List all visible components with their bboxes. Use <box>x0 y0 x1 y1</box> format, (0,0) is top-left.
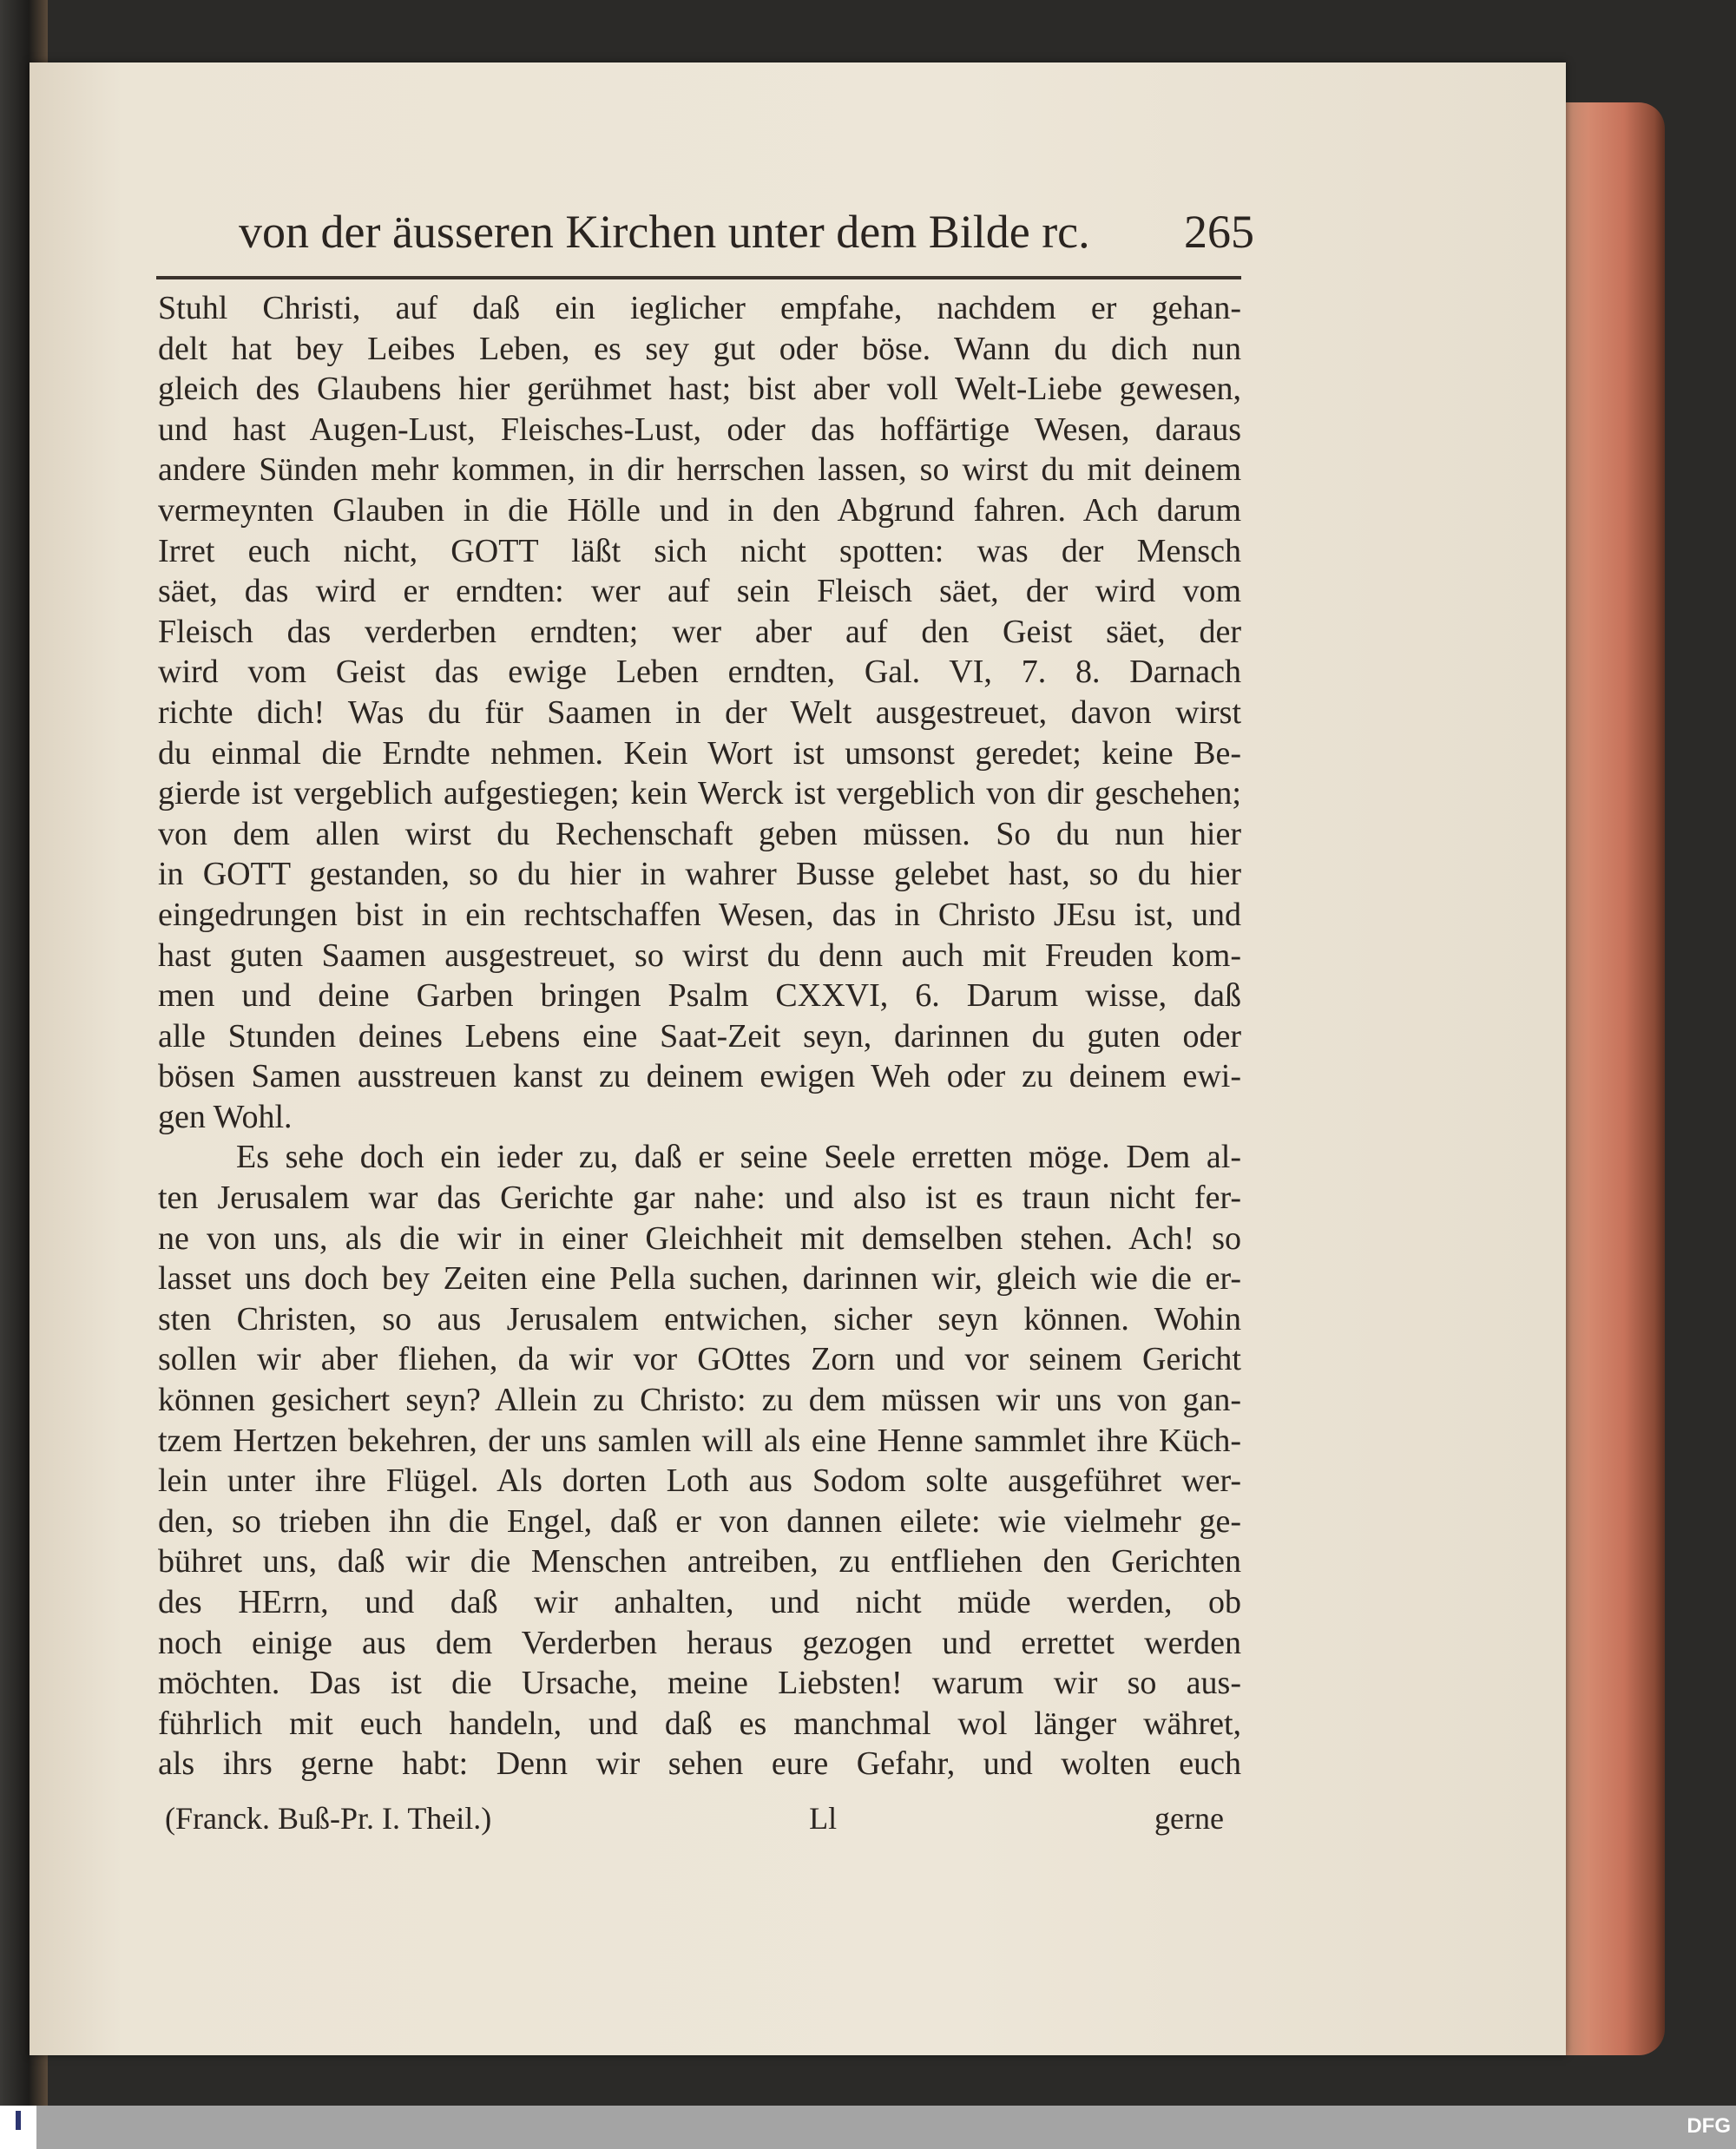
text-line: bühret uns, daß wir die Menschen antreiben, zu entfliehen den Gerichten <box>158 1543 1241 1581</box>
text-line: und hast Augen-Lust, Fleisches-Lust, oder das hoffärtige Wesen, daraus <box>158 411 1241 448</box>
text-line: Stuhl Christi, auf daß ein ieglicher empfahe, nachdem er gehan- <box>158 290 1241 326</box>
text-line: wird vom Geist das ewige Leben erndten, Gal. VI, 7. 8. Darnach <box>158 654 1241 691</box>
signature-note: (Franck. Buß-Pr. I. Theil.) <box>165 1801 492 1836</box>
text-line: andere Sünden mehr kommen, in dir herrschen lassen, so wirst du mit deinem <box>158 451 1241 489</box>
text-line: gleich des Glaubens hier gerühmet hast; bist aber voll Welt-Liebe gewesen, <box>158 371 1241 408</box>
text-line: Fleisch das verderben erndten; wer aber auf den Geist säet, der <box>158 613 1241 650</box>
text-line: vermeynten Glauben in die Hölle und in den Abgrund fahren. Ach darum <box>158 491 1241 529</box>
viewer-bottom-bar <box>0 2106 1736 2149</box>
text-line: noch einige aus dem Verderben heraus gezogen und errettet werden <box>158 1624 1241 1661</box>
text-line: men und deine Garben bringen Psalm CXXVI, 6. Darum wisse, daß <box>158 977 1241 1015</box>
text-line: du einmal die Erndte nehmen. Kein Wort ist umsonst geredet; keine Be- <box>158 734 1241 772</box>
text-line: von dem allen wirst du Rechenschaft geben müssen. So du nun hier <box>158 815 1241 852</box>
text-line: gen Wohl. <box>158 1098 293 1135</box>
text-line: delt hat bey Leibes Leben, es sey gut oder böse. Wann du dich nun <box>158 330 1241 367</box>
text-line: eingedrungen bist in ein rechtschaffen Wesen, das in Christo JEsu ist, und <box>158 896 1241 933</box>
text-line: in GOTT gestanden, so du hier in wahrer Busse gelebet hast, so du hier <box>158 856 1241 893</box>
text-line: lein unter ihre Flügel. Als dorten Loth aus Sodom solte ausgeführet wer- <box>158 1462 1241 1500</box>
text-line: Es sehe doch ein ieder zu, daß er seine Seele erretten möge. Dem al- <box>236 1139 1241 1176</box>
text-line: können gesichert seyn? Allein zu Christo: zu dem müssen wir uns von gan- <box>158 1382 1241 1419</box>
text-line: säet, das wird er erndten: wer auf sein Fleisch säet, der wird vom <box>158 573 1241 610</box>
text-line: lasset uns doch bey Zeiten eine Pella suchen, darinnen wir, gleich wie die er- <box>158 1260 1241 1298</box>
signature-mark: Ll <box>809 1801 838 1836</box>
text-line: sollen wir aber fliehen, da wir vor GOttes Zorn und vor seinem Gericht <box>158 1341 1241 1378</box>
text-line: als ihrs gerne habt: Denn wir sehen eure Gefahr, und wolten euch <box>158 1745 1241 1783</box>
page-header <box>239 198 1254 259</box>
text-line: ne von uns, als die wir in einer Gleichheit mit demselben stehen. Ach! so <box>158 1219 1241 1257</box>
page-number: 265 <box>1184 206 1254 258</box>
body-text <box>158 288 1241 1784</box>
text-line: tzem Hertzen bekehren, der uns samlen will als eine Henne sammlet ihre Küch- <box>158 1422 1241 1459</box>
franckesche-stiftungen-logo <box>0 2106 36 2149</box>
text-line: bösen Samen ausstreuen kanst zu deinem ewigen Weh oder zu deinem ewi- <box>158 1058 1241 1095</box>
page-edges <box>1562 102 1665 2055</box>
text-line: führlich mit euch handeln, und daß es manchmal wol länger währet, <box>158 1705 1241 1742</box>
text-line: gierde ist vergeblich aufgestiegen; kein Werck ist vergeblich von dir geschehen; <box>158 775 1241 812</box>
text-line: sten Christen, so aus Jerusalem entwichen, sicher seyn können. Wohin <box>158 1300 1241 1337</box>
text-line: alle Stunden deines Lebens eine Saat-Zeit seyn, darinnen du guten oder <box>158 1017 1241 1055</box>
text-line: richte dich! Was du für Saamen in der Welt ausgestreuet, davon wirst <box>158 693 1241 731</box>
dfg-logo: DFG <box>1687 2114 1731 2138</box>
text-line: den, so trieben ihn die Engel, daß er von dannen eilete: wie vielmehr ge- <box>158 1502 1241 1540</box>
catchword: gerne <box>1154 1801 1224 1836</box>
text-line: Irret euch nicht, GOTT läßt sich nicht spotten: was der Mensch <box>158 532 1241 569</box>
text-line: hast guten Saamen ausgestreuet, so wirst du denn auch mit Freuden kom- <box>158 936 1241 974</box>
text-line: möchten. Das ist die Ursache, meine Liebsten! warum wir so aus- <box>158 1665 1241 1702</box>
page-footer <box>165 1798 1224 1838</box>
running-title: von der äusseren Kirchen unter dem Bilde rc. <box>239 206 1090 258</box>
header-rule <box>156 276 1241 279</box>
text-line: ten Jerusalem war das Gerichte gar nahe: und also ist es traun nicht fer- <box>158 1180 1241 1217</box>
text-line: des HErrn, und daß wir anhalten, und nicht müde werden, ob <box>158 1584 1241 1620</box>
